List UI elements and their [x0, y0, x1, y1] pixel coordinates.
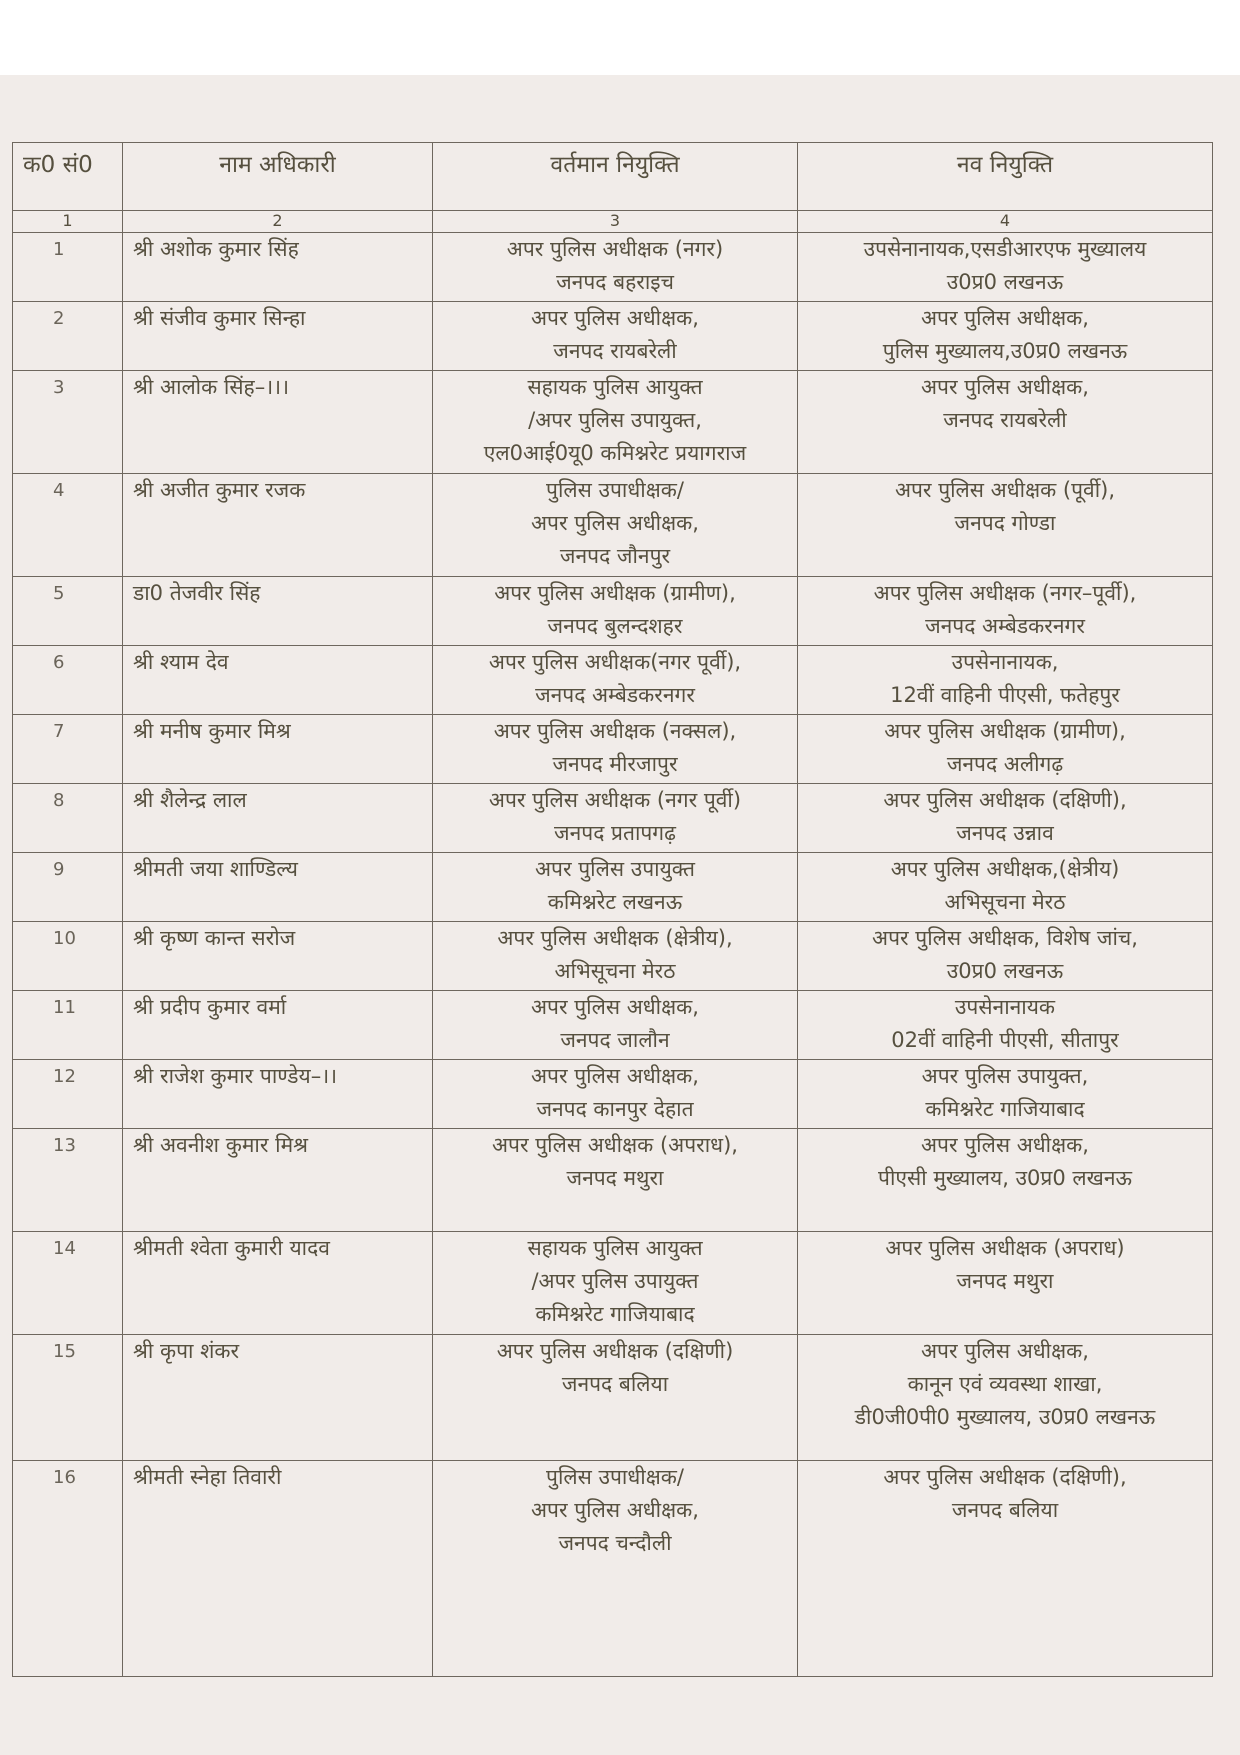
current-posting-line: अपर पुलिस अधीक्षक (ग्रामीण),	[494, 580, 736, 605]
new-posting-line: अपर पुलिस अधीक्षक (पूर्वी),	[894, 477, 1116, 502]
current-posting-line: अपर पुलिस अधीक्षक (नगर)	[506, 237, 724, 261]
serial-number-cell: 15	[13, 1334, 123, 1460]
new-posting-line: अपर पुलिस अधीक्षक,(क्षेत्रीय)	[890, 856, 1120, 881]
serial-number-cell: 3	[13, 371, 123, 474]
table-row	[13, 473, 1213, 576]
current-posting-line: जनपद मीरजापुर	[552, 751, 678, 776]
new-posting-cell	[798, 852, 1213, 921]
new-posting-line: अपर पुलिस अधीक्षक,	[921, 1338, 1089, 1363]
new-posting-cell	[798, 645, 1213, 714]
current-posting-line: एल0आई0यू0 कमिश्नरेट प्रयागराज	[483, 441, 747, 465]
serial-number-cell: 13	[13, 1128, 123, 1231]
table-row	[13, 576, 1213, 645]
serial-number-cell: 7	[13, 714, 123, 783]
serial-number-cell: 5	[13, 576, 123, 645]
header-row	[13, 143, 1213, 211]
current-posting-line: जनपद बहराइच	[556, 270, 674, 294]
new-posting-cell	[798, 1334, 1213, 1460]
officer-name-cell: डा0 तेजवीर सिंह	[123, 576, 433, 645]
current-posting-line: अपर पुलिस अधीक्षक(नगर पूर्वी),	[488, 649, 742, 674]
current-posting-cell	[433, 576, 798, 645]
header-officer-name: नाम अधिकारी	[123, 143, 433, 211]
column-number: 2	[123, 211, 433, 233]
column-number: 1	[13, 211, 123, 233]
column-number: 3	[433, 211, 798, 233]
current-posting-cell	[433, 302, 798, 371]
column-number: 4	[798, 211, 1213, 233]
new-posting-line: जनपद अम्बेडकरनगर	[925, 613, 1085, 638]
current-posting-line: अभिसूचना मेरठ	[554, 958, 676, 983]
table-row	[13, 1059, 1213, 1128]
current-posting-line: /अपर पुलिस उपायुक्त,	[528, 408, 702, 432]
current-posting-cell	[433, 473, 798, 576]
current-posting-line: अपर पुलिस अधीक्षक,	[531, 306, 699, 330]
table-row	[13, 1460, 1213, 1676]
new-posting-cell	[798, 921, 1213, 990]
new-posting-line: अपर पुलिस अधीक्षक,	[921, 306, 1089, 330]
new-posting-line: कमिश्नरेट गाजियाबाद	[925, 1096, 1085, 1121]
new-posting-line: पीएसी मुख्यालय, उ0प्र0 लखनऊ	[878, 1165, 1132, 1190]
new-posting-line: उपसेनानायक,एसडीआरएफ मुख्यालय	[863, 237, 1147, 261]
current-posting-line: अपर पुलिस अधीक्षक (नगर पूर्वी)	[488, 787, 742, 812]
table-row	[13, 921, 1213, 990]
new-posting-line: अपर पुलिस अधीक्षक, विशेष जांच,	[872, 925, 1138, 950]
serial-number-cell: 6	[13, 645, 123, 714]
new-posting-line: अपर पुलिस अधीक्षक,	[921, 375, 1089, 399]
current-posting-line: कमिश्नरेट गाजियाबाद	[535, 1301, 695, 1326]
current-posting-line: सहायक पुलिस आयुक्त	[527, 375, 703, 399]
new-posting-line: जनपद गोण्डा	[954, 510, 1056, 535]
new-posting-cell	[798, 990, 1213, 1059]
current-posting-line: जनपद बुलन्दशहर	[547, 613, 683, 638]
current-posting-cell	[433, 990, 798, 1059]
new-posting-line: अभिसूचना मेरठ	[944, 889, 1066, 914]
new-posting-line: जनपद अलीगढ़	[946, 751, 1064, 776]
current-posting-cell	[433, 714, 798, 783]
table-row	[13, 714, 1213, 783]
current-posting-cell	[433, 1460, 798, 1676]
current-posting-line: अपर पुलिस अधीक्षक (क्षेत्रीय),	[497, 925, 733, 950]
current-posting-cell	[433, 1128, 798, 1231]
serial-number-cell: 12	[13, 1059, 123, 1128]
current-posting-line: अपर पुलिस अधीक्षक (नक्सल),	[493, 718, 737, 743]
new-posting-line: अपर पुलिस अधीक्षक (दक्षिणी),	[883, 787, 1127, 812]
header-current-posting: वर्तमान नियुक्ति	[433, 143, 798, 211]
new-posting-line: अपर पुलिस अधीक्षक (अपराध)	[885, 1235, 1125, 1260]
table-row	[13, 1334, 1213, 1460]
current-posting-cell	[433, 852, 798, 921]
officer-name-cell: श्री श्याम देव	[123, 645, 433, 714]
serial-number-cell: 9	[13, 852, 123, 921]
current-posting-line: जनपद प्रतापगढ़	[554, 820, 676, 845]
current-posting-line: अपर पुलिस अधीक्षक,	[531, 994, 699, 1019]
current-posting-line: जनपद जालौन	[560, 1027, 670, 1052]
new-posting-cell	[798, 783, 1213, 852]
new-posting-line: जनपद उन्नाव	[956, 820, 1054, 845]
new-posting-cell	[798, 714, 1213, 783]
transfer-table	[12, 142, 1213, 1677]
officer-name-cell: श्री मनीष कुमार मिश्र	[123, 714, 433, 783]
table-row	[13, 852, 1213, 921]
current-posting-line: जनपद बलिया	[561, 1371, 669, 1396]
current-posting-line: जनपद चन्दौली	[558, 1530, 672, 1555]
table-row	[13, 1128, 1213, 1231]
officer-name-cell: श्री राजेश कुमार पाण्डेय–।।	[123, 1059, 433, 1128]
new-posting-line: उ0प्र0 लखनऊ	[946, 270, 1064, 294]
officer-name-cell: श्री आलोक सिंह–।।।	[123, 371, 433, 474]
current-posting-cell	[433, 233, 798, 302]
new-posting-cell	[798, 233, 1213, 302]
new-posting-cell	[798, 473, 1213, 576]
new-posting-line: अपर पुलिस अधीक्षक (दक्षिणी),	[883, 1464, 1127, 1489]
new-posting-cell	[798, 1231, 1213, 1334]
serial-number-cell: 2	[13, 302, 123, 371]
new-posting-line: 02वीं वाहिनी पीएसी, सीतापुर	[891, 1027, 1119, 1052]
current-posting-cell	[433, 371, 798, 474]
officer-name-cell: श्री अवनीश कुमार मिश्र	[123, 1128, 433, 1231]
column-number-row	[13, 211, 1213, 233]
current-posting-cell	[433, 1059, 798, 1128]
officer-name-cell: श्री कृष्ण कान्त सरोज	[123, 921, 433, 990]
current-posting-line: जनपद कानपुर देहात	[536, 1096, 694, 1121]
table-row	[13, 371, 1213, 474]
officer-name-cell: श्री अशोक कुमार सिंह	[123, 233, 433, 302]
current-posting-line: कमिश्नरेट लखनऊ	[547, 889, 683, 914]
officer-name-cell: श्रीमती श्वेता कुमारी यादव	[123, 1231, 433, 1334]
new-posting-cell	[798, 371, 1213, 474]
serial-number-cell: 8	[13, 783, 123, 852]
table-row	[13, 783, 1213, 852]
serial-number-cell: 16	[13, 1460, 123, 1676]
new-posting-line: उ0प्र0 लखनऊ	[946, 958, 1064, 983]
header-new-posting: नव नियुक्ति	[798, 143, 1213, 211]
current-posting-line: अपर पुलिस अधीक्षक,	[531, 1497, 699, 1522]
table-row	[13, 302, 1213, 371]
officer-name-cell: श्रीमती स्नेहा तिवारी	[123, 1460, 433, 1676]
current-posting-line: पुलिस उपाधीक्षक/	[546, 477, 684, 502]
officer-name-cell: श्रीमती जया शाण्डिल्य	[123, 852, 433, 921]
table-row	[13, 1231, 1213, 1334]
current-posting-line: पुलिस उपाधीक्षक/	[546, 1464, 684, 1489]
current-posting-line: अपर पुलिस उपायुक्त	[535, 856, 695, 881]
new-posting-line: अपर पुलिस अधीक्षक,	[921, 1132, 1089, 1157]
new-posting-line: अपर पुलिस अधीक्षक (ग्रामीण),	[884, 718, 1126, 743]
serial-number-cell: 11	[13, 990, 123, 1059]
new-posting-line: जनपद बलिया	[951, 1497, 1059, 1522]
new-posting-line: 12वीं वाहिनी पीएसी, फतेहपुर	[890, 682, 1120, 707]
current-posting-cell	[433, 921, 798, 990]
new-posting-cell	[798, 1128, 1213, 1231]
officer-name-cell: श्री प्रदीप कुमार वर्मा	[123, 990, 433, 1059]
table-row	[13, 990, 1213, 1059]
officer-name-cell: श्री संजीव कुमार सिन्हा	[123, 302, 433, 371]
current-posting-cell	[433, 1334, 798, 1460]
new-posting-cell	[798, 1059, 1213, 1128]
table-row	[13, 645, 1213, 714]
current-posting-line: जनपद अम्बेडकरनगर	[535, 682, 695, 707]
officer-name-cell: श्री अजीत कुमार रजक	[123, 473, 433, 576]
new-posting-line: डी0जी0पी0 मुख्यालय, उ0प्र0 लखनऊ	[854, 1404, 1156, 1429]
current-posting-line: अपर पुलिस अधीक्षक (अपराध),	[492, 1132, 738, 1157]
new-posting-cell	[798, 1460, 1213, 1676]
new-posting-line: कानून एवं व्यवस्था शाखा,	[907, 1371, 1103, 1396]
current-posting-line: जनपद रायबरेली	[553, 339, 677, 363]
new-posting-line: उपसेनानायक	[954, 994, 1056, 1019]
serial-number-cell: 10	[13, 921, 123, 990]
serial-number-cell: 4	[13, 473, 123, 576]
current-posting-line: अपर पुलिस अधीक्षक (दक्षिणी)	[496, 1338, 734, 1363]
new-posting-cell	[798, 302, 1213, 371]
new-posting-cell	[798, 576, 1213, 645]
serial-number-cell: 14	[13, 1231, 123, 1334]
new-posting-line: जनपद रायबरेली	[943, 408, 1067, 432]
current-posting-line: अपर पुलिस अधीक्षक,	[531, 510, 699, 535]
new-posting-line: अपर पुलिस अधीक्षक (नगर–पूर्वी),	[873, 580, 1137, 605]
current-posting-cell	[433, 645, 798, 714]
serial-number-cell: 1	[13, 233, 123, 302]
current-posting-line: /अपर पुलिस उपायुक्त	[531, 1268, 699, 1293]
current-posting-line: सहायक पुलिस आयुक्त	[527, 1235, 703, 1260]
new-posting-line: पुलिस मुख्यालय,उ0प्र0 लखनऊ	[882, 339, 1128, 363]
header-serial-number: क0 सं0	[13, 143, 123, 211]
current-posting-line: जनपद जौनपुर	[559, 543, 671, 568]
current-posting-line: अपर पुलिस अधीक्षक,	[531, 1063, 699, 1088]
table-row	[13, 233, 1213, 302]
new-posting-line: जनपद मथुरा	[956, 1268, 1054, 1293]
officer-name-cell: श्री शैलेन्द्र लाल	[123, 783, 433, 852]
current-posting-cell	[433, 1231, 798, 1334]
current-posting-line: जनपद मथुरा	[566, 1165, 664, 1190]
current-posting-cell	[433, 783, 798, 852]
new-posting-line: अपर पुलिस उपायुक्त,	[921, 1063, 1089, 1088]
new-posting-line: उपसेनानायक,	[951, 649, 1059, 674]
officer-name-cell: श्री कृपा शंकर	[123, 1334, 433, 1460]
